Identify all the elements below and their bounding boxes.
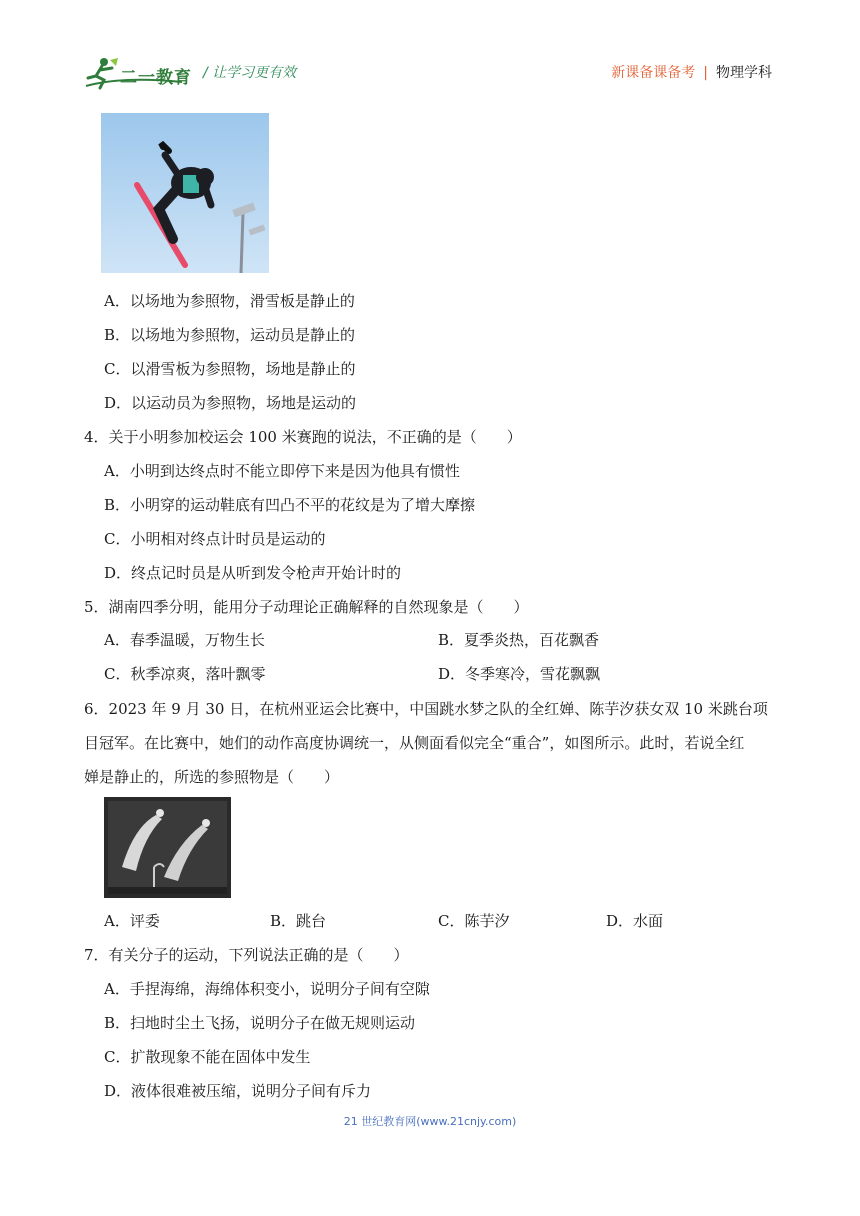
q6-option-b: B．跳台	[270, 912, 327, 930]
q5-option-d: D．冬季寒冷，雪花飘飘	[438, 665, 601, 683]
q4-option-c: C．小明相对终点计时员是运动的	[104, 530, 326, 548]
header-separator: |	[703, 65, 708, 81]
logo-text: 二一教育	[120, 68, 192, 88]
divers-photo	[104, 797, 231, 898]
slogan: / 让学习更有效	[203, 65, 297, 81]
header-right	[611, 62, 772, 82]
q6-stem-line-3: 婵是静止的，所选的参照物是（ ）	[84, 768, 340, 786]
q4-option-b: B．小明穿的运动鞋底有凹凸不平的花纹是为了增大摩擦	[104, 496, 476, 514]
header-subject-label: 物理学科	[716, 65, 772, 81]
page-footer[interactable]: 21 世纪教育网(www.21cnjy.com)	[343, 1115, 517, 1128]
q7-option-d: D．液体很难被压缩，说明分子间有斥力	[104, 1082, 372, 1100]
q3-option-c: C．以滑雪板为参照物，场地是静止的	[104, 360, 356, 378]
q7-option-c: C．扩散现象不能在固体中发生	[104, 1048, 311, 1066]
q3-option-d: D．以运动员为参照物，场地是运动的	[104, 394, 357, 412]
q4-stem: 4．关于小明参加校运会 100 米赛跑的说法，不正确的是（ ）	[84, 428, 522, 446]
q6-option-c: C．陈芋汐	[438, 912, 510, 930]
q3-option-b: B．以场地为参照物，运动员是静止的	[104, 326, 356, 344]
q7-option-a: A．手捏海绵，海绵体积变小，说明分子间有空隙	[104, 980, 430, 998]
q7-option-b: B．扫地时尘土飞扬，说明分子在做无规则运动	[104, 1014, 416, 1032]
q7-stem: 7．有关分子的运动，下列说法正确的是（ ）	[84, 946, 409, 964]
q3-option-a: A．以场地为参照物，滑雪板是静止的	[104, 292, 355, 310]
page-header	[0, 0, 860, 100]
q6-option-a: A．评委	[104, 912, 160, 930]
q6-option-d: D．水面	[606, 912, 664, 930]
q5-option-b: B．夏季炎热，百花飘香	[438, 631, 600, 649]
q6-stem-line-2: 目冠军。在比赛中，她们的动作高度协调统一，从侧面看似完全“重合”，如图所示。此时，若说全红	[84, 734, 745, 752]
q4-option-d: D．终点记时员是从听到发令枪声开始计时的	[104, 564, 402, 582]
header-course-label: 新课备课备考	[611, 65, 696, 81]
q4-option-a: A．小明到达终点时不能立即停下来是因为他具有惯性	[104, 462, 460, 480]
q5-stem: 5．湖南四季分明，能用分子动理论正确解释的自然现象是（ ）	[84, 598, 529, 616]
q5-option-a: A．春季温暖，万物生长	[104, 631, 265, 649]
snowboarder-photo	[101, 113, 269, 273]
q5-option-c: C．秋季凉爽，落叶飘零	[104, 665, 266, 683]
q6-stem-line-1: 6．2023 年 9 月 30 日，在杭州亚运会比赛中，中国跳水梦之队的全红婵、陈芋汐获女双 10 米跳台项	[84, 700, 768, 718]
